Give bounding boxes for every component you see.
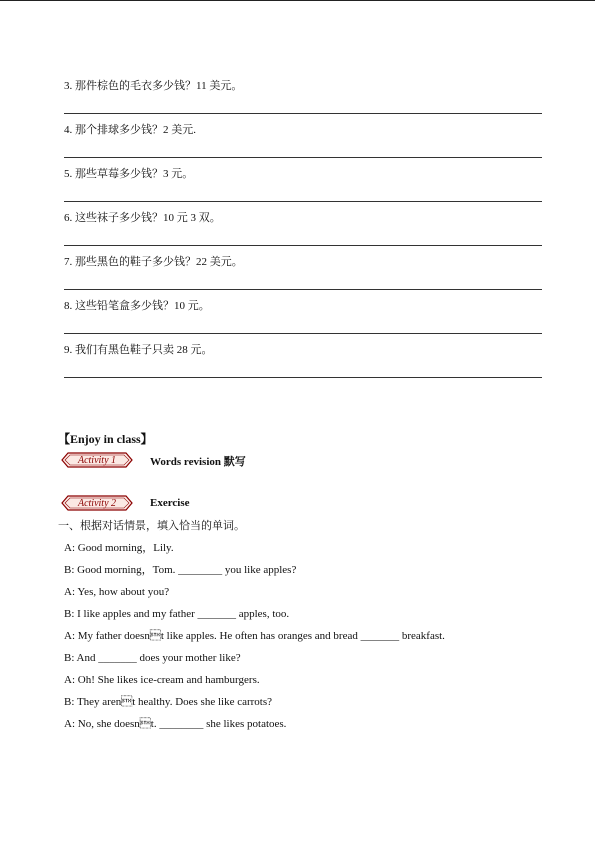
dialog-line: B: Good morning，Tom. ________ you like apples? xyxy=(64,564,297,576)
dialog-line: A: My father doesnt like apples. He often has oranges and bread _______ breakfast. xyxy=(64,630,445,642)
activity-2-badge-label: Activity 2 xyxy=(77,497,117,509)
question-6: 6. 这些袜子多少钱？10 元 3 双。 xyxy=(64,212,221,224)
dialog-line: B: They arent healthy. Does she like carrots? xyxy=(64,696,273,708)
exercise-instruction: 一、根据对话情景，填入恰当的单词。 xyxy=(58,520,245,532)
question-3: 3. 那件棕色的毛衣多少钱？11 美元。 xyxy=(64,80,243,92)
answer-line-4 xyxy=(64,157,542,158)
question-4: 4. 那个排球多少钱？2 美元. xyxy=(64,124,196,136)
dialog-line: A: Good morning，Lily. xyxy=(64,542,174,554)
answer-line-7 xyxy=(64,289,542,290)
question-8: 8. 这些铅笔盒多少钱？10 元。 xyxy=(64,300,210,312)
answer-line-8 xyxy=(64,333,542,334)
question-9: 9. 我们有黑色鞋子只卖 28 元。 xyxy=(64,344,213,356)
activity-1-badge xyxy=(60,451,134,469)
activity-2-title: Exercise xyxy=(150,497,190,509)
answer-line-3 xyxy=(64,113,542,114)
activity-2-badge xyxy=(60,494,134,512)
activity-1-title: Words revision 默写 xyxy=(150,456,246,468)
section-title: 【Enjoy in class】 xyxy=(58,432,153,446)
question-5: 5. 那些草莓多少钱？3 元。 xyxy=(64,168,194,180)
activity-1-badge-label: Activity 1 xyxy=(77,454,117,466)
dialog-line: B: I like apples and my father _______ apples, too. xyxy=(64,608,290,620)
dialog-line: A: Oh! She likes ice-cream and hamburgers. xyxy=(64,674,260,686)
dialog-line: A: Yes, how about you? xyxy=(64,586,170,598)
answer-line-9 xyxy=(64,377,542,378)
question-7: 7. 那些黑色的鞋子多少钱？22 美元。 xyxy=(64,256,243,268)
dialog-line: A: No, she doesnt. ________ she likes potatoes. xyxy=(64,718,287,730)
top-rule xyxy=(0,0,595,1)
answer-line-5 xyxy=(64,201,542,202)
dialog-line: B: And _______ does your mother like? xyxy=(64,652,241,664)
answer-line-6 xyxy=(64,245,542,246)
